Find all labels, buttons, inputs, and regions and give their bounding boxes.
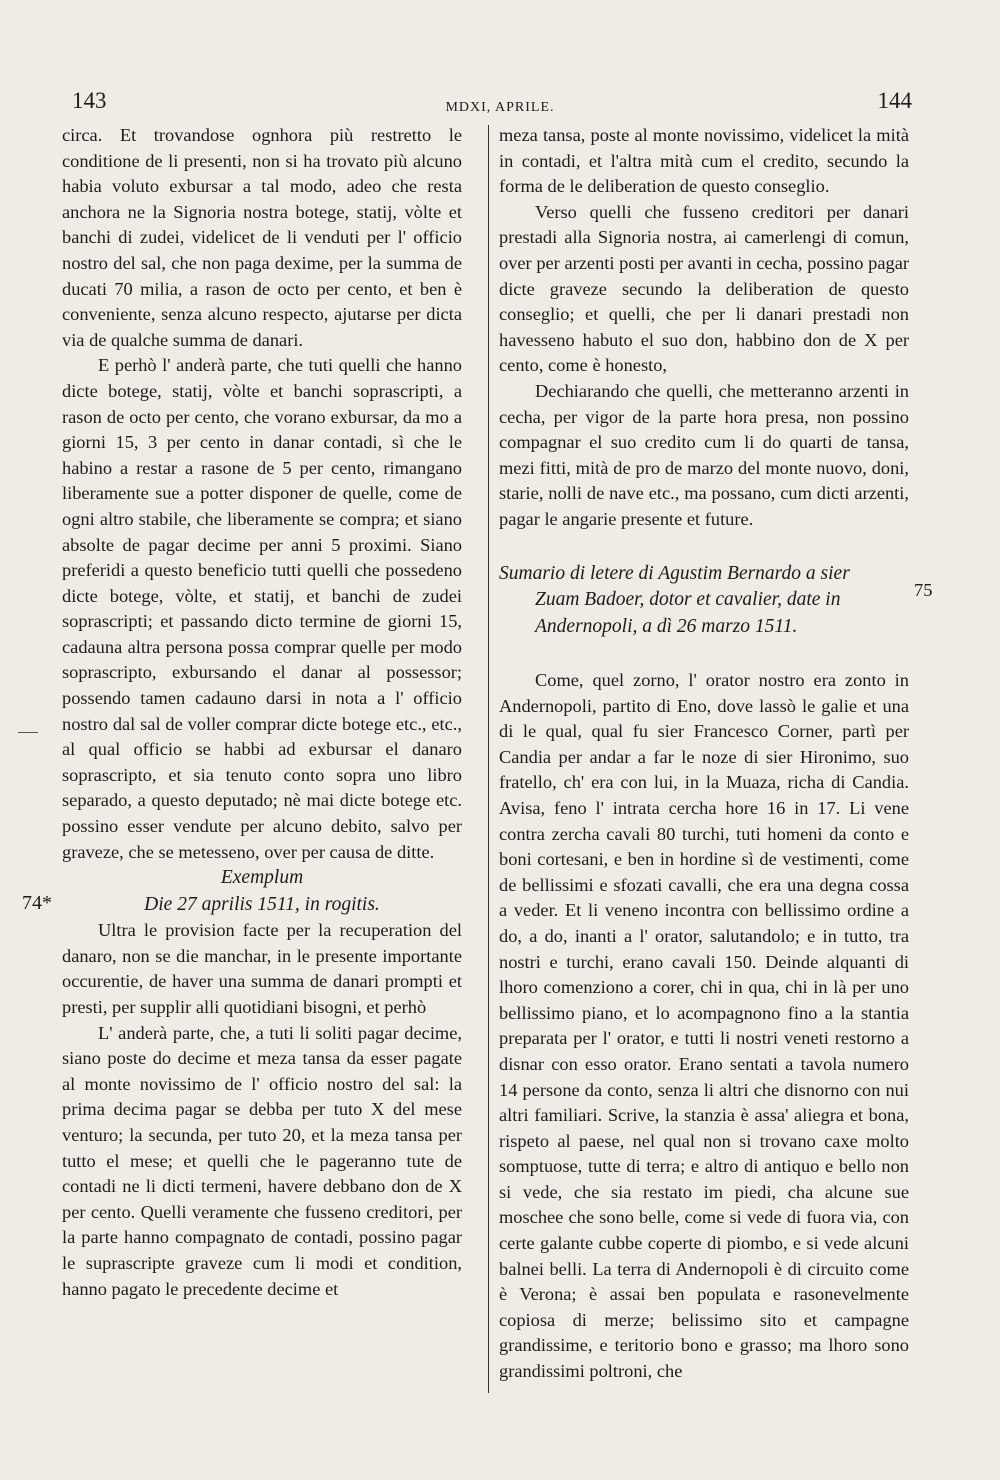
paragraph: meza tansa, poste al monte novissimo, videlicet la mità in contadi, et l'altra mità cum el credito, secundo la forma de le deliberation de questo conseglio. bbox=[499, 125, 909, 197]
summary-line: Sumario di letere di Agustim Bernardo a sier bbox=[499, 562, 850, 584]
margin-mark bbox=[18, 732, 38, 733]
letter-summary-heading bbox=[499, 561, 909, 641]
left-page-number: 143 bbox=[72, 88, 107, 113]
running-header: MDXI, APRILE. bbox=[445, 100, 555, 115]
summary-line: Zuam Badoer, dotor et cavalier, date in bbox=[535, 589, 841, 610]
paragraph: E perhò l' anderà parte, che tuti quelli che hanno dicte botege, statij, vòlte et banchi soprascripti, a rason de octo per cento, che vorano exbursar, da mo a giorni 15, 3 per cento in danar contadi, sì che le habino a restar a rasone de 5 per cento, rimangano liberamente sue a potter disponer de quelle, come de ogni altro stabile, che liberamente se compra; et siano absolte de pagar decime per anni 5 proximi. Siano preferidi a questo beneficio tutti quelli che possedeno dicte botege, vòlte, et statij, et banchi de zudei soprascripti; et passando dicto termine de giorni 15, cadauna altra persona possa comprar quelle per modo soprascripto, exbursando el danar al possessor; possendo tamen cadauno darsi in nota a l' officio nostro dal sal de voller comprar dicte botege etc., etc., al qual officio se habbi ad exbursar el danaro soprascripto, et sia tenuto conto sopra uno libro separado, a questo deputado; nè mai dicte botege etc. possino esser vendute per alcuno debito, salvo per graveze, che se metesseno, over per causa de ditte. bbox=[62, 355, 462, 862]
summary-line: Andernopoli, a dì 26 marzo 1511. bbox=[535, 615, 798, 637]
paragraph: Come, quel zorno, l' orator nostro era zonto in Andernopoli, partito di Eno, dove lassò le galie et una di le qual, qual fu sier Francesco Corner, partì per Candia per andar a far le noze di sier Hironimo, suo fratello, ch' era con lui, in la Muaza, richa di Candia. Avisa, feno l' intrata cercha hore 16 in 17. Li vene contra zercha cavali 80 turchi, tuti homeni da conto e boni cortesani, e ben in hordine sì de vestimenti, come de bellissimi e sfozati cavalli, che era una degna cossa a veder. Et li veneno incontra con bellissimo ordine a do, a do, inanti a l' orator, salutandolo; e in tutto, tra nostri e turchi, erano cavali 150. Deinde alquanti di lhoro comenziono a corer, chi in qua, chi in là per uno bellissimo piano, et lo acompagnono fino a la stantia preparata per l' orator, e tutti li nostri veneti restorno a disnar con esso orator. Erano sentati a tavola numero 14 persone da conto, senza li altri che disnorno con nui altri familiari. Scrive, la stanzia è assa' aliegra et bona, rispeto al paese, nel qual non si trovano caxe molto somptuose, tutte di terra; e altro di antiquo e bello non si vede, che sia restato im piedi, cha alcune sue moschee che sono belle, come si vede di fuora via, con certe galante cubbe coperte di piombo, e si vede alcuni balnei belli. La terra di Andernopoli è di circuito come è Verona; è assai ben populata e rasonevelmente copiosa di merze; belissimo sito et campagne grandissime, e teritorio bono e grasso; ma lhoro sono grandissimi poltroni, che bbox=[499, 670, 909, 1382]
right-column bbox=[499, 123, 909, 1385]
section-subtitle: Die 27 aprilis 1511, in rogitis. bbox=[144, 893, 380, 915]
right-page-number: 144 bbox=[877, 88, 912, 113]
margin-note-left: 74* bbox=[22, 892, 52, 914]
paragraph: L' anderà parte, che, a tuti li soliti pagar decime, siano poste do decime et meza tansa da esser pagate al monte novissimo de l' officio nostro del sal: la prima decima pagar se debba per tuto X del mese venturo; la secunda, per tuto 20, et la meza tansa per tutto el mese; et quelli che le pageranno tute de contadi ne li dicti termeni, havere debbano don de X per cento. Quelli veramente che fusseno creditori, per la parte hanno compagnato de contadi, possino pagar le suprascripte graveze cum li modi et condition, hanno pagato le precedente decime et bbox=[62, 1022, 462, 1299]
paragraph: circa. Et trovandose ognhora più restretto le conditione de li presenti, non si ha trovato più alcuno habia voluto exbursar a tal modo, adeo che resta anchora ne la Signoria nostra botege, statij, vòlte et banchi di zudei, videlicet de li venduti per l' officio nostro del sal, che non paga dexime, per la summa de ducati 70 milia, a rason de octo per cento, et ben è conveniente, senza alcuno respecto, ajutarse per dicta via de qualche summa de danari. bbox=[62, 125, 462, 350]
paragraph: Ultra le provision facte per la recuperation del danaro, non se die manchar, in le presente importante occurentie, de haver una summa de danari prompti et presti, per supplir alli quotidiani bisogni, et perhò bbox=[62, 920, 462, 1017]
section-title: Exemplum bbox=[220, 867, 304, 889]
left-column bbox=[62, 123, 462, 1302]
margin-note-right: 75 bbox=[914, 580, 933, 600]
paragraph: Dechiarando che quelli, che metteranno arzenti in cecha, per vigor de la parte hora presa, non possino compagnar el suo credito cum li do quarti de tansa, mezi fitti, mità de pro de marzo del monte nuovo, doni, starie, nolli de nave etc., ma possano, cum dicti arzenti, pagar le angarie presente et future. bbox=[499, 380, 909, 529]
column-divider bbox=[488, 125, 489, 1393]
paragraph: Verso quelli che fusseno creditori per danari prestadi alla Signoria nostra, ai camerlengi di comun, over per arzenti posti per avanti in cecha, possino pagar dicte graveze secundo la deliberation de questo conseglio; et quelli, che per li danari prestadi non havesseno habuto el suo don, habbino don de X per cento, come è honesto, bbox=[499, 201, 909, 376]
